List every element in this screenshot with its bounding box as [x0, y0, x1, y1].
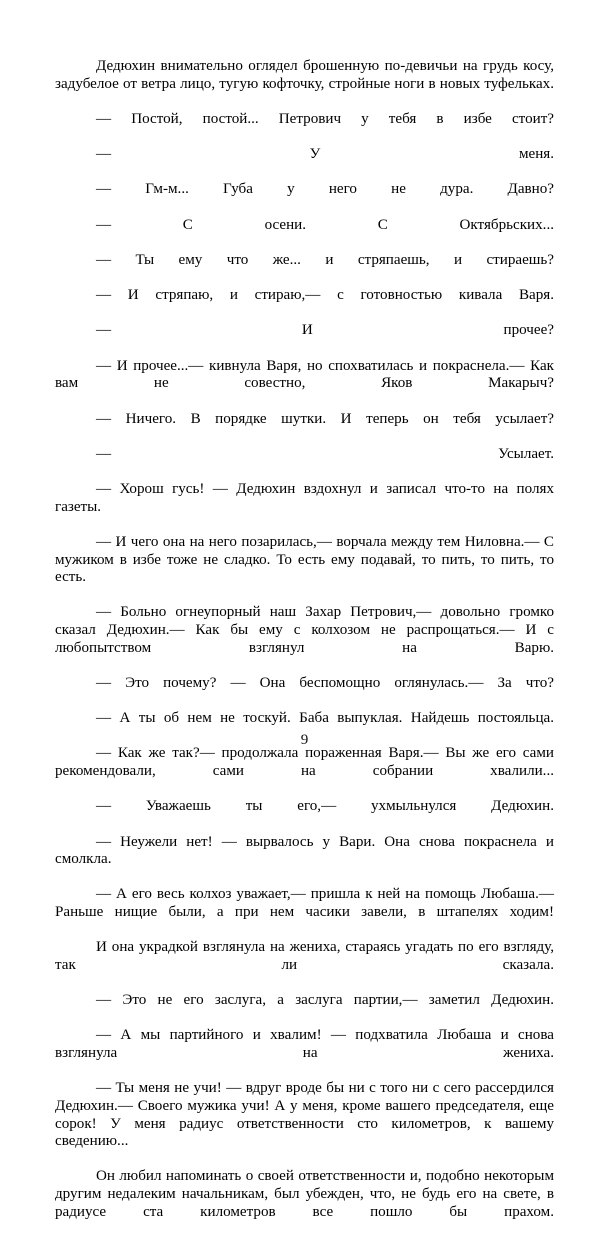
paragraph: — И стряпаю, и стираю,— с готовностью кивала Варя. [96, 287, 554, 304]
paragraph: — Хорош гусь! — Дедюхин вздохнул и записал что-то на полях газеты. [55, 481, 554, 515]
paragraph: — У меня. [96, 146, 554, 163]
paragraph: — Больно огнеупорный наш Захар Петрович,— довольно громко сказал Дедюхин.— Как бы ему с колхозом не распрощаться.— И с любопытством взглянул на Варю. [55, 604, 554, 656]
paragraph: — А ты об нем не тоскуй. Баба выпуклая. Найдешь постояльца. [96, 710, 554, 727]
paragraph: — С осени. С Октябрьских... [96, 216, 554, 233]
paragraph: — И прочее...— кивнула Варя, но спохватилась и покраснела.— Как вам не совестно, Яков Макарыч? [55, 357, 554, 392]
paragraph: — Это почему? — Она беспомощно оглянулась.— За что? [96, 674, 554, 691]
paragraph: — И прочее? [96, 322, 554, 339]
paragraph: — А мы партийного и хвалим! — подхватила Любаша и снова взглянула на жениха. [55, 1027, 554, 1061]
page-text-body [55, 58, 554, 1239]
paragraph: — А его весь колхоз уважает,— пришла к ней на помощь Любаша.— Раньше нищие были, а при нем часики завели, в штапелях ходим! [55, 886, 554, 920]
paragraph: — И чего она на него позарилась,— ворчала между тем Ниловна.— С мужиком в избе тоже не сладко. То есть ему подавай, то пить, то пить, то есть. [55, 533, 554, 586]
paragraph: — Гм-м... Губа у него не дура. Давно? [96, 181, 554, 198]
page-number: 9 [300, 732, 309, 748]
paragraph: Он любил напоминать о своей ответственности и, подобно некоторым другим недалеким начальникам, был убежден, что, не будь его на свете, в радиусе ста километров все пошло бы прахом. [55, 1168, 554, 1220]
paragraph: — Это не его заслуга, а заслуга партии,— заметил Дедюхин. [96, 992, 554, 1009]
paragraph: — Усылает. [96, 445, 554, 462]
paragraph: — Неужели нет! — вырвалось у Вари. Она снова покраснела и смолкла. [55, 833, 554, 868]
paragraph: — Уважаешь ты его,— ухмыльнулся Дедюхин. [96, 798, 554, 815]
paragraph: И она украдкой взглянула на жениха, стараясь угадать по его взгляду, так ли сказала. [55, 939, 554, 973]
paragraph: Дедюхин внимательно оглядел брошенную по-девичьи на грудь косу, задубелое от ветра лицо, тугую кофточку, стройные ноги в новых туфельках. [55, 58, 554, 92]
paragraph: — Ничего. В порядке шутки. И теперь он тебя усылает? [96, 410, 554, 427]
paragraph: — Ты меня не учи! — вдруг вроде бы ни с того ни с сего рассердился Дедюхин.— Своего мужика учи! А у меня, кроме вашего председателя, еще сорок! У меня радиус ответственности сто километров, к вашему сведению... [55, 1080, 554, 1150]
paragraph: — Как же так?— продолжала пораженная Варя.— Вы же его сами рекомендовали, сами на собрании хвалили... [55, 745, 554, 779]
paragraph: — Постой, постой... Петрович у тебя в избе стоит? [96, 110, 554, 127]
paragraph: — Ты ему что же... и стряпаешь, и стираешь? [96, 251, 554, 268]
